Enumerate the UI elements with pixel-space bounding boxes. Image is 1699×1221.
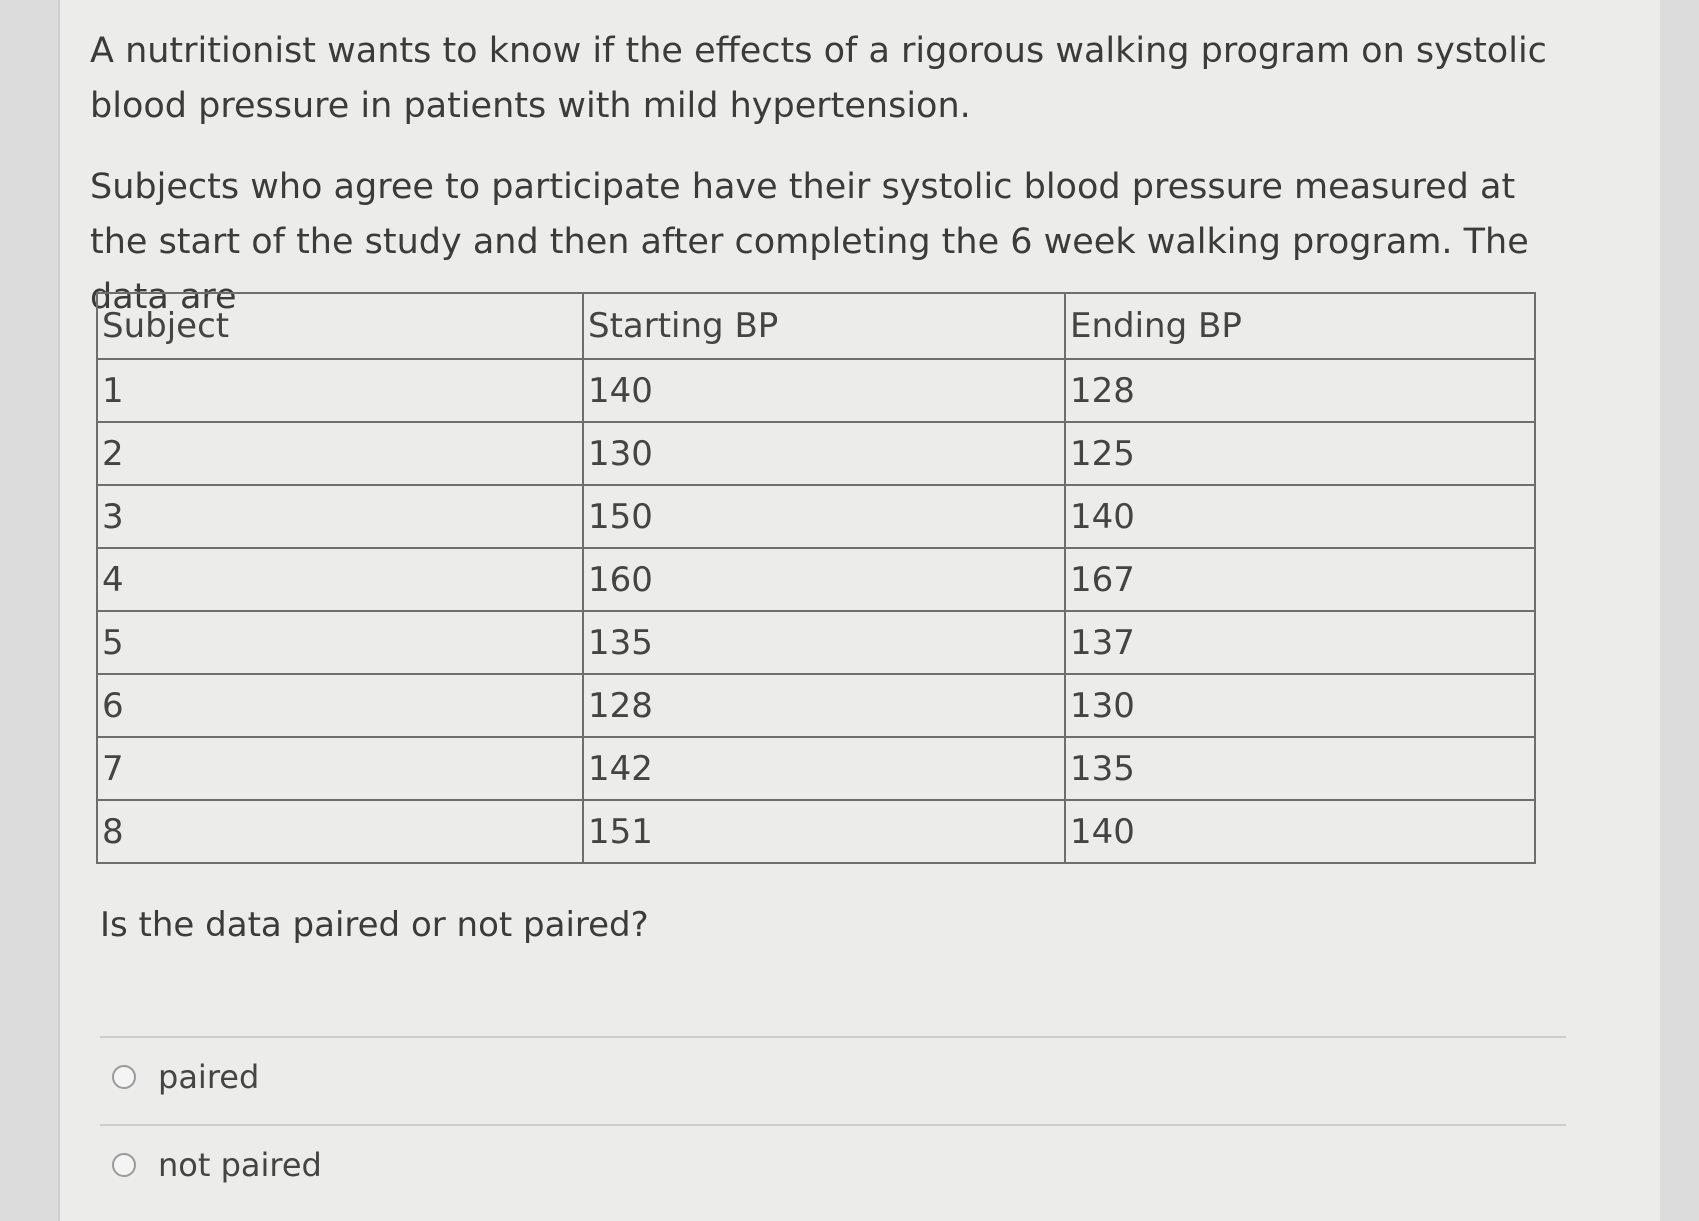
table-header-row [97,293,1535,359]
ending-bp-cell: 125 [1065,422,1535,485]
option-not-paired[interactable] [112,1146,322,1184]
starting-bp-cell: 140 [583,359,1065,422]
option-divider [100,1124,1566,1126]
table-row [97,737,1535,800]
question-paragraph-2: Subjects who agree to participate have their systolic blood pressure measured at the start of the study and then after completing the 6 week walking program. The data are [90,167,1529,317]
option-label-not-paired: not paired [158,1146,322,1184]
table-row [97,548,1535,611]
ending-bp-cell: 135 [1065,737,1535,800]
starting-bp-cell: 160 [583,548,1065,611]
subject-cell: 5 [97,611,583,674]
table-row [97,800,1535,863]
starting-bp-cell: 128 [583,674,1065,737]
table-row [97,611,1535,674]
subject-cell: 4 [97,548,583,611]
subject-cell: 2 [97,422,583,485]
option-label-paired: paired [158,1058,260,1096]
subject-cell: 6 [97,674,583,737]
ending-bp-cell: 140 [1065,800,1535,863]
column-header-starting-bp: Starting BP [583,293,1065,359]
subject-cell: 1 [97,359,583,422]
ending-bp-cell: 167 [1065,548,1535,611]
radio-button-paired[interactable] [112,1065,136,1089]
blood-pressure-table [96,292,1536,864]
ending-bp-cell: 140 [1065,485,1535,548]
starting-bp-cell: 130 [583,422,1065,485]
table-row [97,359,1535,422]
starting-bp-cell: 142 [583,737,1065,800]
column-header-subject: Subject [97,293,583,359]
starting-bp-cell: 151 [583,800,1065,863]
subject-cell: 7 [97,737,583,800]
ending-bp-cell: 130 [1065,674,1535,737]
table-row [97,485,1535,548]
option-paired[interactable] [112,1058,259,1096]
starting-bp-cell: 150 [583,485,1065,548]
subject-cell: 3 [97,485,583,548]
starting-bp-cell: 135 [583,611,1065,674]
question-paragraph-1: A nutritionist wants to know if the effects of a rigorous walking program on systolic blood pressure in patients with mild hypertension. [90,31,1547,126]
ending-bp-cell: 128 [1065,359,1535,422]
column-header-ending-bp: Ending BP [1065,293,1535,359]
table-row [97,674,1535,737]
option-divider [100,1036,1566,1038]
table-row [97,422,1535,485]
subject-cell: 8 [97,800,583,863]
ending-bp-cell: 137 [1065,611,1535,674]
answer-prompt: Is the data paired or not paired? [100,905,649,945]
radio-button-not-paired[interactable] [112,1153,136,1177]
